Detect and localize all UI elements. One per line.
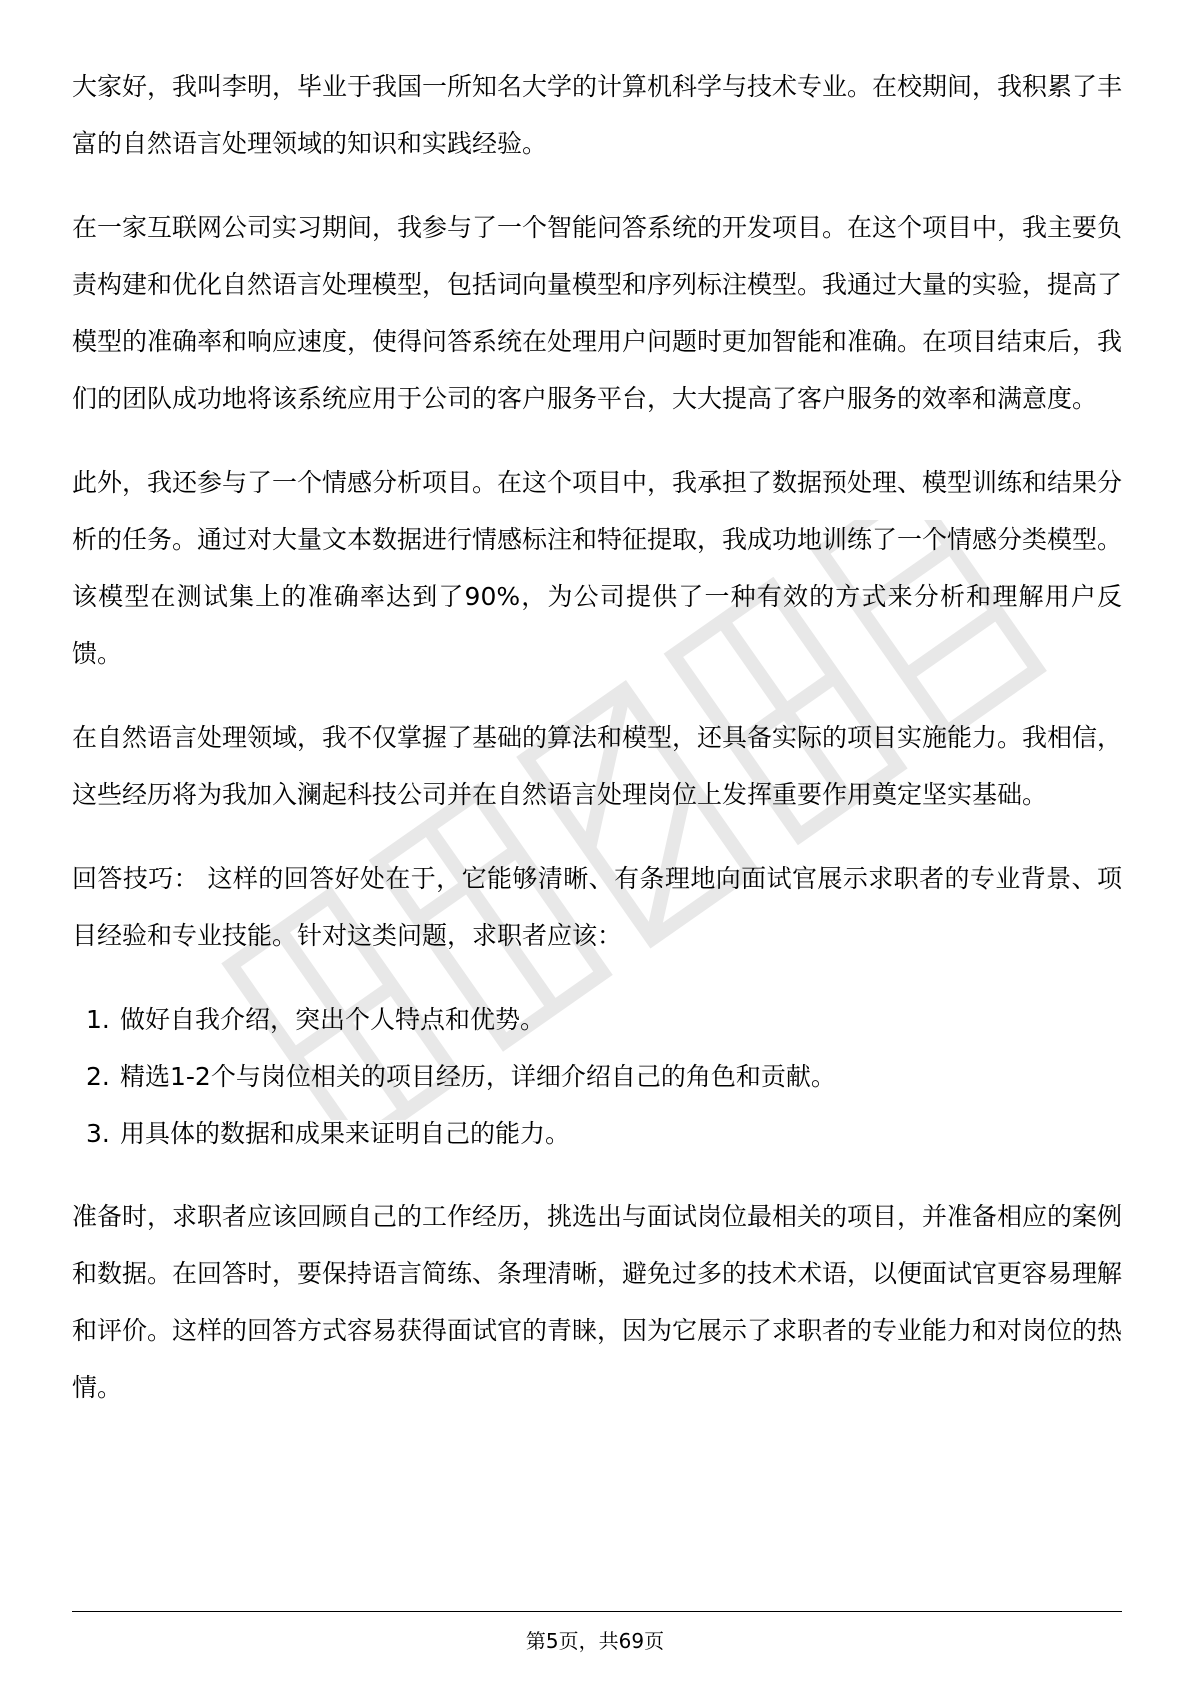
list-item-text: 用具体的数据和成果来证明自己的能力。 <box>120 1119 571 1148</box>
list-item-text: 精选1-2个与岗位相关的项目经历，详细介绍自己的角色和贡献。 <box>120 1062 836 1091</box>
list-item-number: 3. <box>86 1119 110 1148</box>
preparation-paragraph: 准备时，求职者应该回顾自己的工作经历，挑选出与面试岗位最相关的项目，并准备相应的案例和数据。在回答时，要保持语言简练、条理清晰，避免过多的技术术语，以便面试官更容易理解和评价。这样的回答方式容易获得面试官的青睐，因为它展示了求职者的专业能力和对岗位的热情。 <box>72 1202 1123 1402</box>
list-item-number: 2. <box>86 1062 110 1091</box>
sentiment-project-paragraph: 此外，我还参与了一个情感分析项目。在这个项目中，我承担了数据预处理、模型训练和结果分析的任务。通过对大量文本数据进行情感标注和特征提取，我成功地训练了一个情感分类模型。该模型在测试集上的准确率达到了90%，为公司提供了一种有效的方式来分析和理解用户反馈。 <box>72 468 1123 668</box>
answer-tips-paragraph: 回答技巧： 这样的回答好处在于，它能够清晰、有条理地向面试官展示求职者的专业背景、项目经验和专业技能。针对这类问题，求职者应该： <box>72 864 1122 950</box>
list-item-number: 1. <box>86 1005 110 1034</box>
list-item <box>72 991 1122 1048</box>
document-body <box>72 58 1122 1443</box>
intro-paragraph: 大家好，我叫李明，毕业于我国一所知名大学的计算机科学与技术专业。在校期间，我积累了丰富的自然语言处理领域的知识和实践经验。 <box>72 72 1123 158</box>
tips-list <box>72 991 1122 1162</box>
list-item <box>72 1105 1122 1162</box>
internship-paragraph: 在一家互联网公司实习期间，我参与了一个智能问答系统的开发项目。在这个项目中，我主要负责构建和优化自然语言处理模型，包括词向量模型和序列标注模型。我通过大量的实验，提高了模型的准确率和响应速度，使得问答系统在处理用户问题时更加智能和准确。在项目结束后，我们的团队成功地将该系统应用于公司的客户服务平台，大大提高了客户服务的效率和满意度。 <box>72 213 1123 413</box>
list-item-text: 做好自我介绍，突出个人特点和优势。 <box>120 1005 546 1034</box>
page-number: 第5页，共69页 <box>525 1629 665 1653</box>
list-item <box>72 1048 1122 1105</box>
summary-paragraph: 在自然语言处理领域，我不仅掌握了基础的算法和模型，还具备实际的项目实施能力。我相信，这些经历将为我加入澜起科技公司并在自然语言处理岗位上发挥重要作用奠定坚实基础。 <box>72 723 1123 809</box>
footer-divider <box>72 1611 1122 1612</box>
